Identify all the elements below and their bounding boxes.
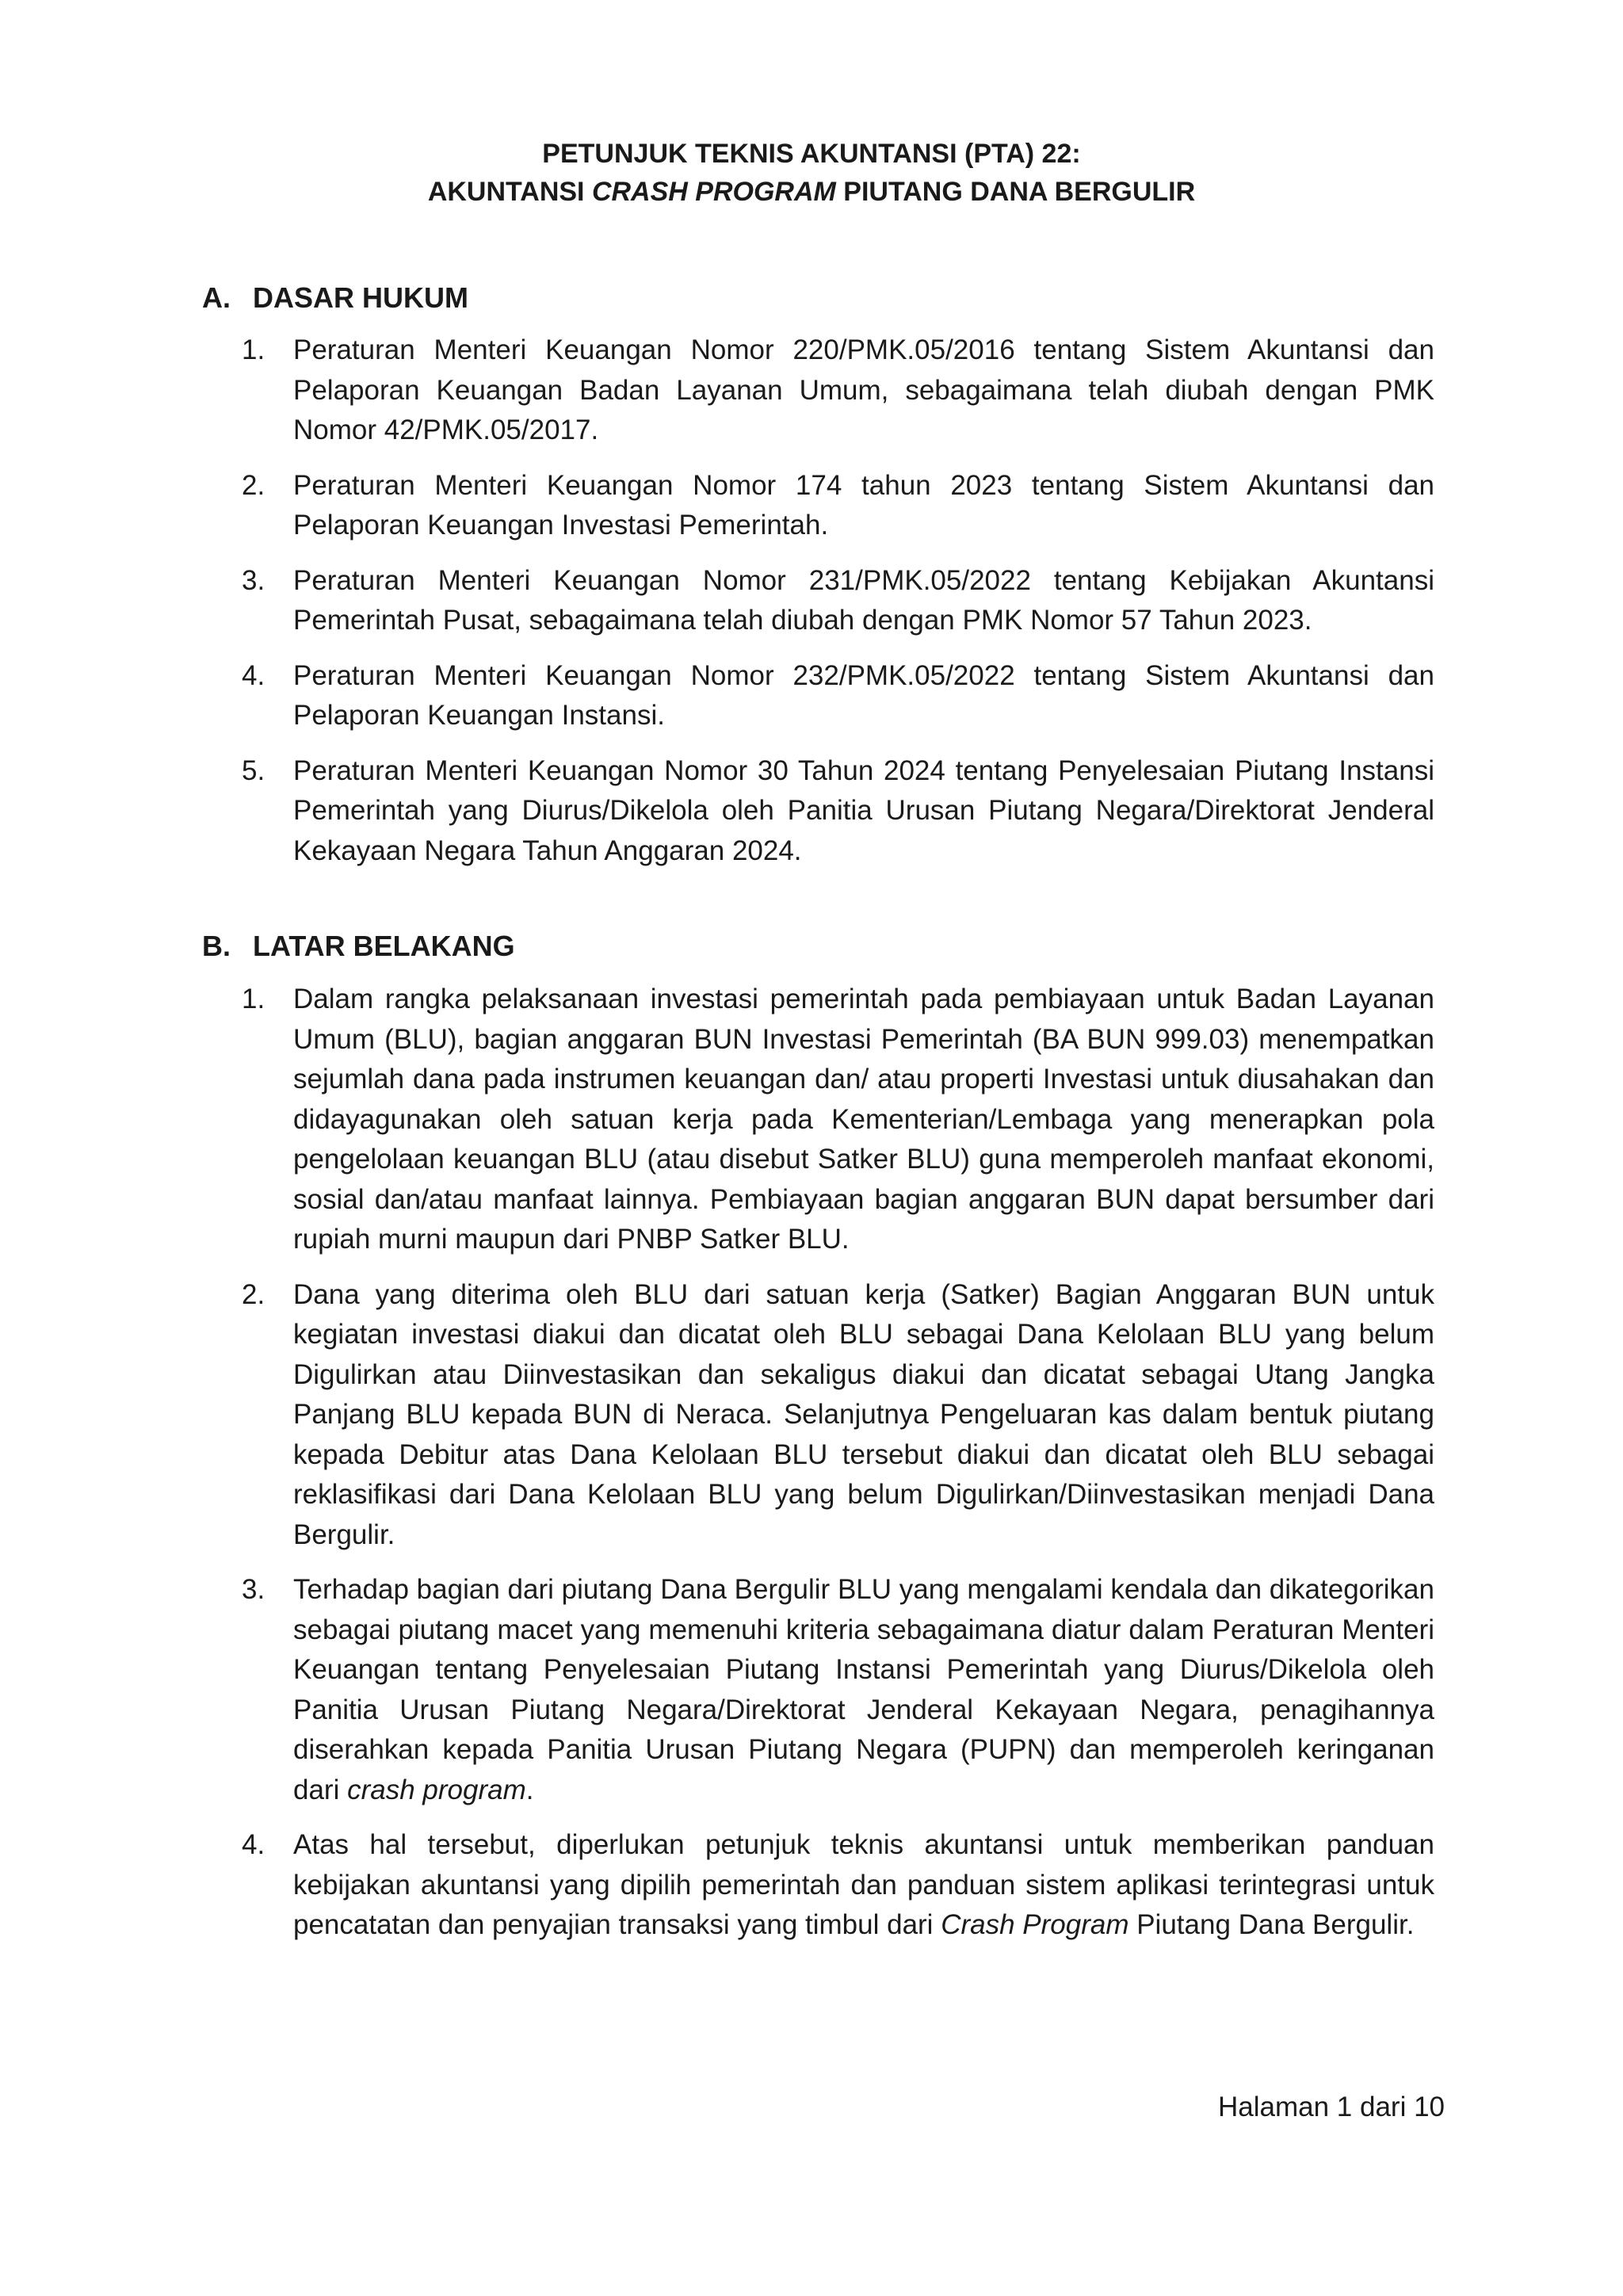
section-b-heading — [202, 927, 515, 965]
list-item-text: Peraturan Menteri Keuangan Nomor 220/PMK.05/2016 tentang Sistem Akuntansi dan Pelaporan Keuangan Badan Layanan Umum, sebagaimana telah diubah dengan PMK Nomor 42/PMK.05/2017. — [293, 334, 1434, 445]
list-item-text: Peraturan Menteri Keuangan Nomor 232/PMK.05/2022 tentang Sistem Akuntansi dan Pelaporan Keuangan Instansi. — [293, 659, 1434, 731]
list-item-text — [293, 1829, 1434, 1940]
list-item-text: Dana yang diterima oleh BLU dari satuan kerja (Satker) Bagian Anggaran BUN untuk kegiatan investasi diakui dan dicatat oleh BLU sebagai Dana Kelolaan BLU yang belum Digulirkan atau Diinvestasikan dan sekaligus diakui dan dicatat sebagai Utang Jangka Panjang BLU kepada BUN di Neraca. Selanjutnya Pengeluaran kas dalam bentuk piutang kepada Debitur atas Dana Kelolaan BLU tersebut diakui dan dicatat oleh BLU sebagai reklasifikasi dari Dana Kelolaan BLU yang belum Digulirkan/Diinvestasikan menjadi Dana Bergulir. — [293, 1278, 1434, 1550]
title-line-1: PETUNJUK TEKNIS AKUNTANSI (PTA) 22: — [542, 139, 1081, 169]
page-number: Halaman 1 dari 10 — [1218, 2092, 1445, 2122]
list-item-text-italic: Crash Program — [941, 1909, 1129, 1940]
list-item — [242, 466, 1434, 546]
list-item-number: 3. — [242, 1574, 265, 1605]
list-item — [242, 561, 1434, 641]
section-b-title: LATAR BELAKANG — [253, 930, 515, 962]
list-item-text-italic: crash program — [347, 1774, 526, 1805]
list-item-text: Peraturan Menteri Keuangan Nomor 30 Tahun 2024 tentang Penyelesaian Piutang Instansi Pemerintah yang Diurus/Dikelola oleh Panitia Urusan Piutang Negara/Direktorat Jenderal Kekayaan Negara Tahun Anggaran 2024. — [293, 755, 1434, 866]
list-item-text-after: Piutang Dana Bergulir. — [1128, 1909, 1415, 1940]
list-item-number: 3. — [242, 564, 265, 596]
section-a-heading — [202, 279, 468, 317]
list-item-number: 1. — [242, 334, 265, 365]
section-a-title: DASAR HUKUM — [253, 281, 468, 314]
list-item-number: 4. — [242, 1829, 265, 1860]
list-item — [242, 1275, 1434, 1556]
list-item — [242, 980, 1434, 1260]
list-item-text-after: . — [525, 1774, 534, 1805]
list-item-text: Peraturan Menteri Keuangan Nomor 174 tahun 2023 tentang Sistem Akuntansi dan Pelaporan Keuangan Investasi Pemerintah. — [293, 469, 1434, 541]
list-item — [242, 1570, 1434, 1810]
list-item-number: 2. — [242, 469, 265, 501]
list-item-text: Dalam rangka pelaksanaan investasi pemerintah pada pembiayaan untuk Badan Layanan Umum (BLU), bagian anggaran BUN Investasi Pemerintah (BA BUN 999.03) menempatkan sejumlah dana pada instrumen keuangan dan/ atau properti Investasi untuk diusahakan dan didayagunakan oleh satuan kerja pada Kementerian/Lembaga yang menerapkan pola pengelolaan keuangan BLU (atau disebut Satker BLU) guna memperoleh manfaat ekonomi, sosial dan/atau manfaat lainnya. Pembiayaan bagian anggaran BUN dapat bersumber dari rupiah murni maupun dari PNBP Satker BLU. — [293, 984, 1434, 1255]
title-line-2 — [0, 173, 1623, 211]
list-item — [242, 656, 1434, 736]
list-item-number: 4. — [242, 659, 265, 691]
list-item-text: Peraturan Menteri Keuangan Nomor 231/PMK.05/2022 tentang Kebijakan Akuntansi Pemerintah Pusat, sebagaimana telah diubah dengan PMK Nomor 57 Tahun 2023. — [293, 564, 1434, 636]
list-item-text — [293, 1574, 1434, 1805]
title-line-2-italic: CRASH PROGRAM — [591, 177, 836, 207]
page-title — [0, 135, 1623, 211]
section-a-list — [242, 330, 1434, 886]
list-item-text-before: Atas hal tersebut, diperlukan petunjuk teknis akuntansi untuk memberikan panduan kebijakan akuntansi yang dipilih pemerintah dan panduan sistem aplikasi terintegrasi untuk pencatatan dan penyajian transaksi yang timbul dari — [293, 1829, 1434, 1940]
title-line-2-prefix: AKUNTANSI — [427, 177, 592, 207]
list-item-number: 5. — [242, 755, 265, 786]
section-b-list — [242, 980, 1434, 1961]
list-item — [242, 1825, 1434, 1946]
list-item — [242, 751, 1434, 872]
list-item-text-before: Terhadap bagian dari piutang Dana Bergulir BLU yang mengalami kendala dan dikategorikan sebagai piutang macet yang memenuhi kriteria sebagaimana diatur dalam Peraturan Menteri Keuangan tentang Penyelesaian Piutang Instansi Pemerintah yang Diurus/Dikelola oleh Panitia Urusan Piutang Negara/Direktorat Jenderal Kekayaan Negara, penagihannya diserahkan kepada Panitia Urusan Piutang Negara (PUPN) dan memperoleh keringanan dari — [293, 1574, 1434, 1805]
list-item — [242, 330, 1434, 451]
section-b-letter: B. — [202, 930, 231, 962]
list-item-number: 1. — [242, 984, 265, 1014]
title-line-2-suffix: PIUTANG DANA BERGULIR — [835, 177, 1196, 207]
list-item-number: 2. — [242, 1278, 265, 1310]
section-a-letter: A. — [202, 281, 231, 314]
